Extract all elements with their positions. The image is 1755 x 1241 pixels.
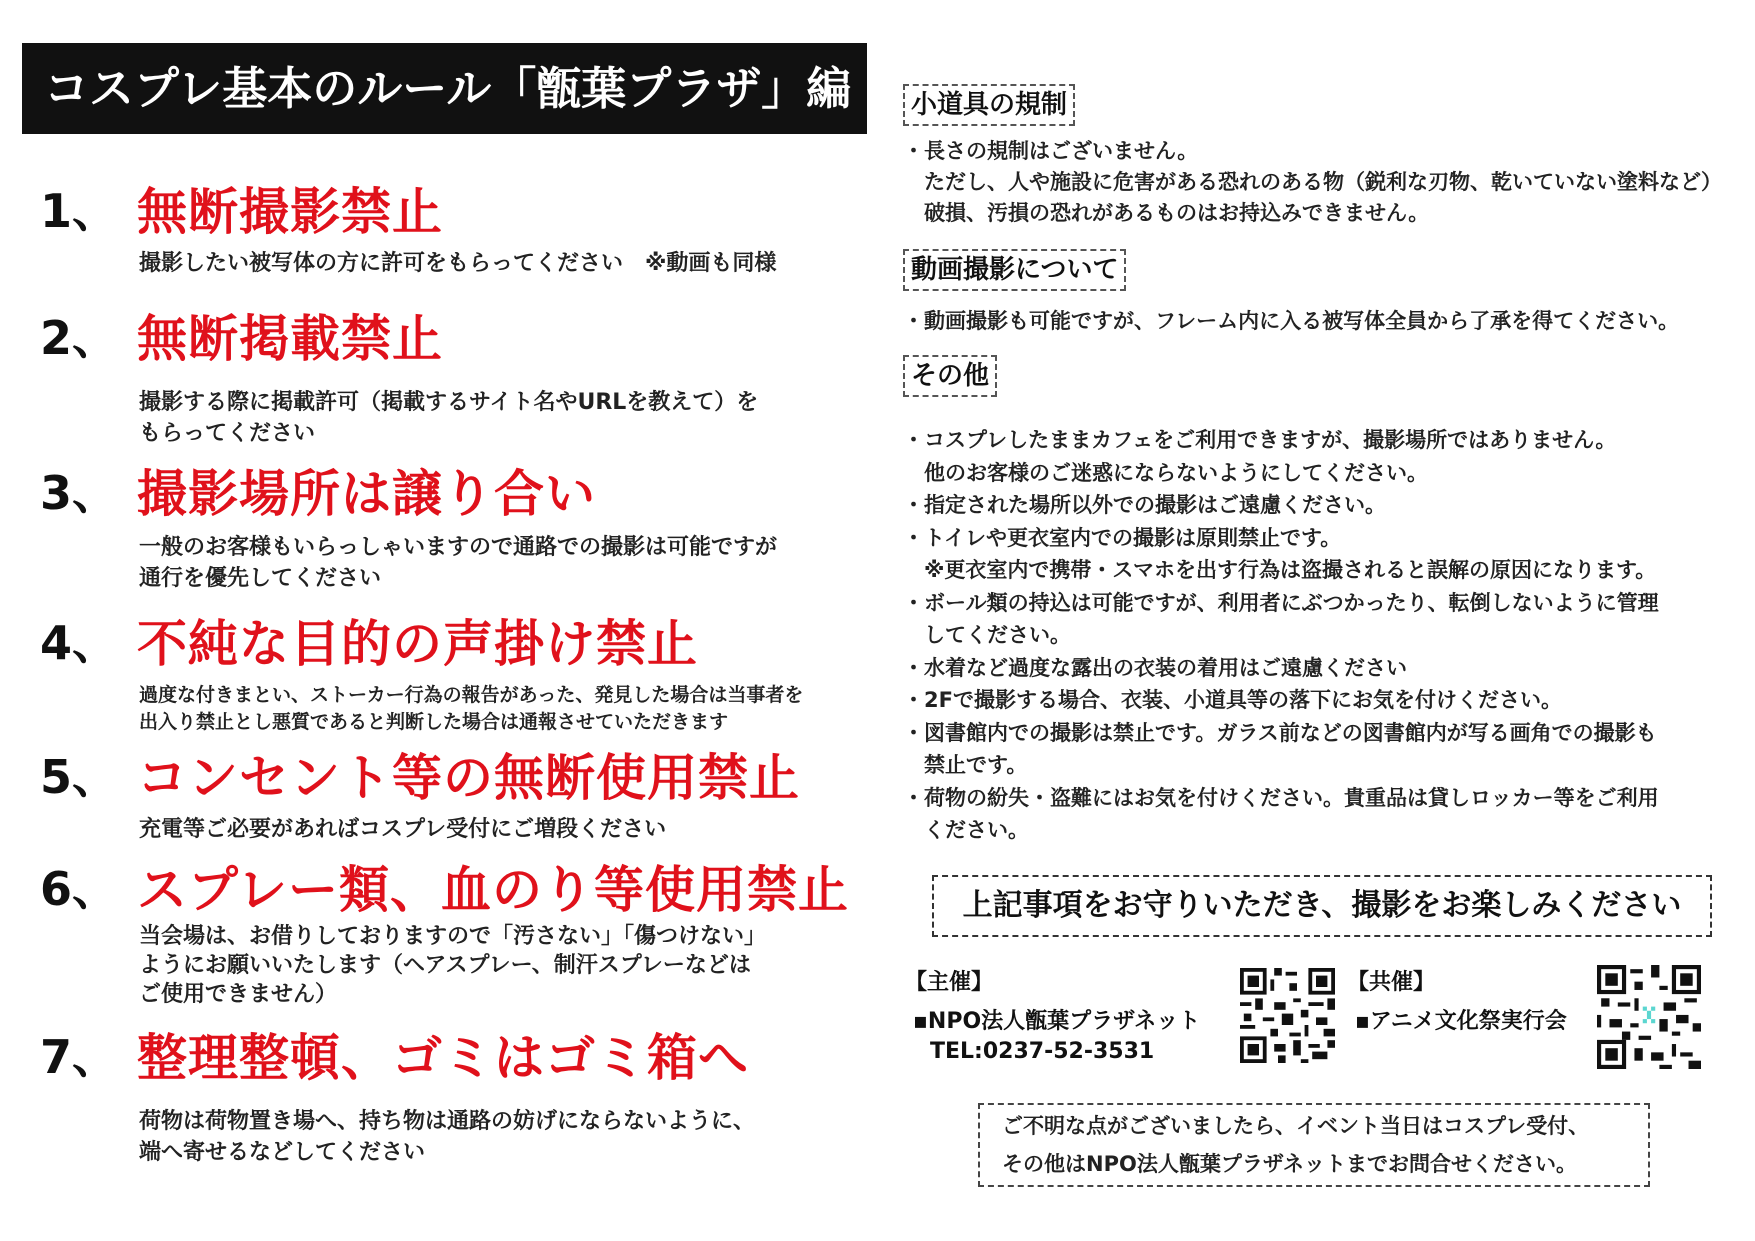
props-section-text	[903, 136, 1743, 229]
video-rules: ・動画撮影も可能ですが、フレーム内に入る被写体全員から了承を得てください。	[903, 309, 1680, 333]
rule-title: 撮影場所は譲り合い	[137, 465, 596, 523]
props-rules: ・長さの規制はございません。 ただし、人や施設に危害がある恐れのある物（鋭利な刃物、乾いていない塗料など） 破損、汚損の恐れがあるものはお持込みできません。	[903, 139, 1722, 225]
rule-number: 2、	[40, 311, 119, 365]
rule-description: 撮影したい被写体の方に許可をもらってください ※動画も同様	[139, 251, 777, 276]
rule-title: 無断撮影禁止	[137, 183, 443, 241]
rule-title: 整理整頓、ゴミはゴミ箱へ	[137, 1029, 749, 1087]
enjoy-notice: 上記事項をお守りいただき、撮影をお楽しみください	[932, 875, 1712, 937]
cosponsor-name: ▪アニメ文化祭実行会	[1355, 1009, 1567, 1034]
contact-note-line-1: ご不明な点がございましたら、イベント当日はコスプレ受付、	[1002, 1114, 1590, 1138]
props-section-label: 小道具の規制	[903, 84, 1075, 126]
organizer-label: 【主催】	[905, 970, 994, 995]
organizer-name: ▪NPO法人甑葉プラザネット	[913, 1009, 1201, 1034]
list-item: ・コスプレしたままカフェをご利用できますが、撮影場所ではありません。 他のお客様のご迷惑にならないようにしてください。	[903, 428, 1617, 485]
rule-number: 6、	[40, 862, 119, 916]
list-item: ・指定された場所以外での撮影はご遠慮ください。	[903, 493, 1386, 517]
rule-4	[40, 608, 870, 736]
rule-1	[40, 176, 870, 279]
rule-description: 一般のお客様もいらっしゃいますので通路での撮影は可能ですが 通行を優先してください	[139, 535, 778, 591]
rule-description: 過度な付きまとい、ストーカー行為の報告があった、発見した場合は当事者を 出入り禁止とし悪質であると判断した場合は通報させていただきます	[139, 684, 804, 733]
rule-3	[40, 458, 870, 594]
rule-number: 4、	[40, 616, 119, 670]
rule-description: 当会場は、お借りしておりますので「汚さない」「傷つけない」 ようにお願いいたします（ヘアスプレー、制汗スプレーなどは ご使用できません）	[139, 924, 767, 1007]
page-title: コスプレ基本のルール「甑葉プラザ」編	[22, 43, 867, 134]
cosponsor-label: 【共催】	[1347, 970, 1436, 995]
rule-number: 3、	[40, 466, 119, 520]
rule-description: 荷物は荷物置き場へ、持ち物は通路の妨げにならないように、 端へ寄せるなどしてください	[139, 1109, 756, 1165]
organizer-block	[905, 965, 1200, 1064]
rule-title: スプレー類、血のり等使用禁止	[137, 861, 849, 919]
rule-5	[40, 742, 870, 845]
list-item: ・荷物の紛失・盗難にはお気を付けください。貴重品は貸しロッカー等をご利用 ください。	[903, 785, 1659, 842]
rule-7	[40, 1022, 870, 1168]
other-section-list	[903, 424, 1743, 847]
rule-title: コンセント等の無断使用禁止	[137, 749, 800, 807]
cosponsor-qr-code-icon	[1597, 965, 1701, 1069]
rule-description: 充電等ご必要があればコスプレ受付にご増段ください	[139, 817, 667, 842]
list-item: ・トイレや更衣室内での撮影は原則禁止です。 ※更衣室内で携帯・スマホを出す行為は盗撮されると誤解の原因になります。	[903, 525, 1657, 582]
rule-number: 1、	[40, 184, 119, 238]
rule-title: 不純な目的の声掛け禁止	[137, 615, 698, 673]
rule-description: 撮影する際に掲載許可（掲載するサイト名やURLを教えて）を もらってください	[139, 390, 759, 446]
list-item: ・図書館内での撮影は禁止です。ガラス前などの図書館内が写る画角での撮影も 禁止です。	[903, 720, 1657, 777]
contact-note	[978, 1103, 1650, 1187]
rule-number: 5、	[40, 750, 119, 804]
video-section-text	[903, 306, 1743, 337]
contact-note-line-2: その他はNPO法人甑葉プラザネットまでお問合せください。	[1002, 1152, 1577, 1176]
organizer-qr-code-icon	[1240, 968, 1335, 1063]
rule-title: 無断掲載禁止	[137, 310, 443, 368]
video-section-label: 動画撮影について	[903, 249, 1126, 291]
organizer-tel: TEL:0237-52-3531	[930, 1039, 1155, 1064]
rule-2	[40, 303, 870, 449]
list-item: ・2Fで撮影する場合、衣装、小道具等の落下にお気を付けください。	[903, 688, 1562, 712]
list-item: ・水着など過度な露出の衣装の着用はご遠慮ください	[903, 655, 1407, 680]
cosponsor-block	[1347, 965, 1567, 1035]
rule-6	[40, 854, 870, 1009]
list-item: ・ボール類の持込は可能ですが、利用者にぶつかったり、転倒しないように管理 してください。	[903, 590, 1659, 647]
rule-number: 7、	[40, 1030, 119, 1084]
other-section-label: その他	[903, 355, 997, 397]
